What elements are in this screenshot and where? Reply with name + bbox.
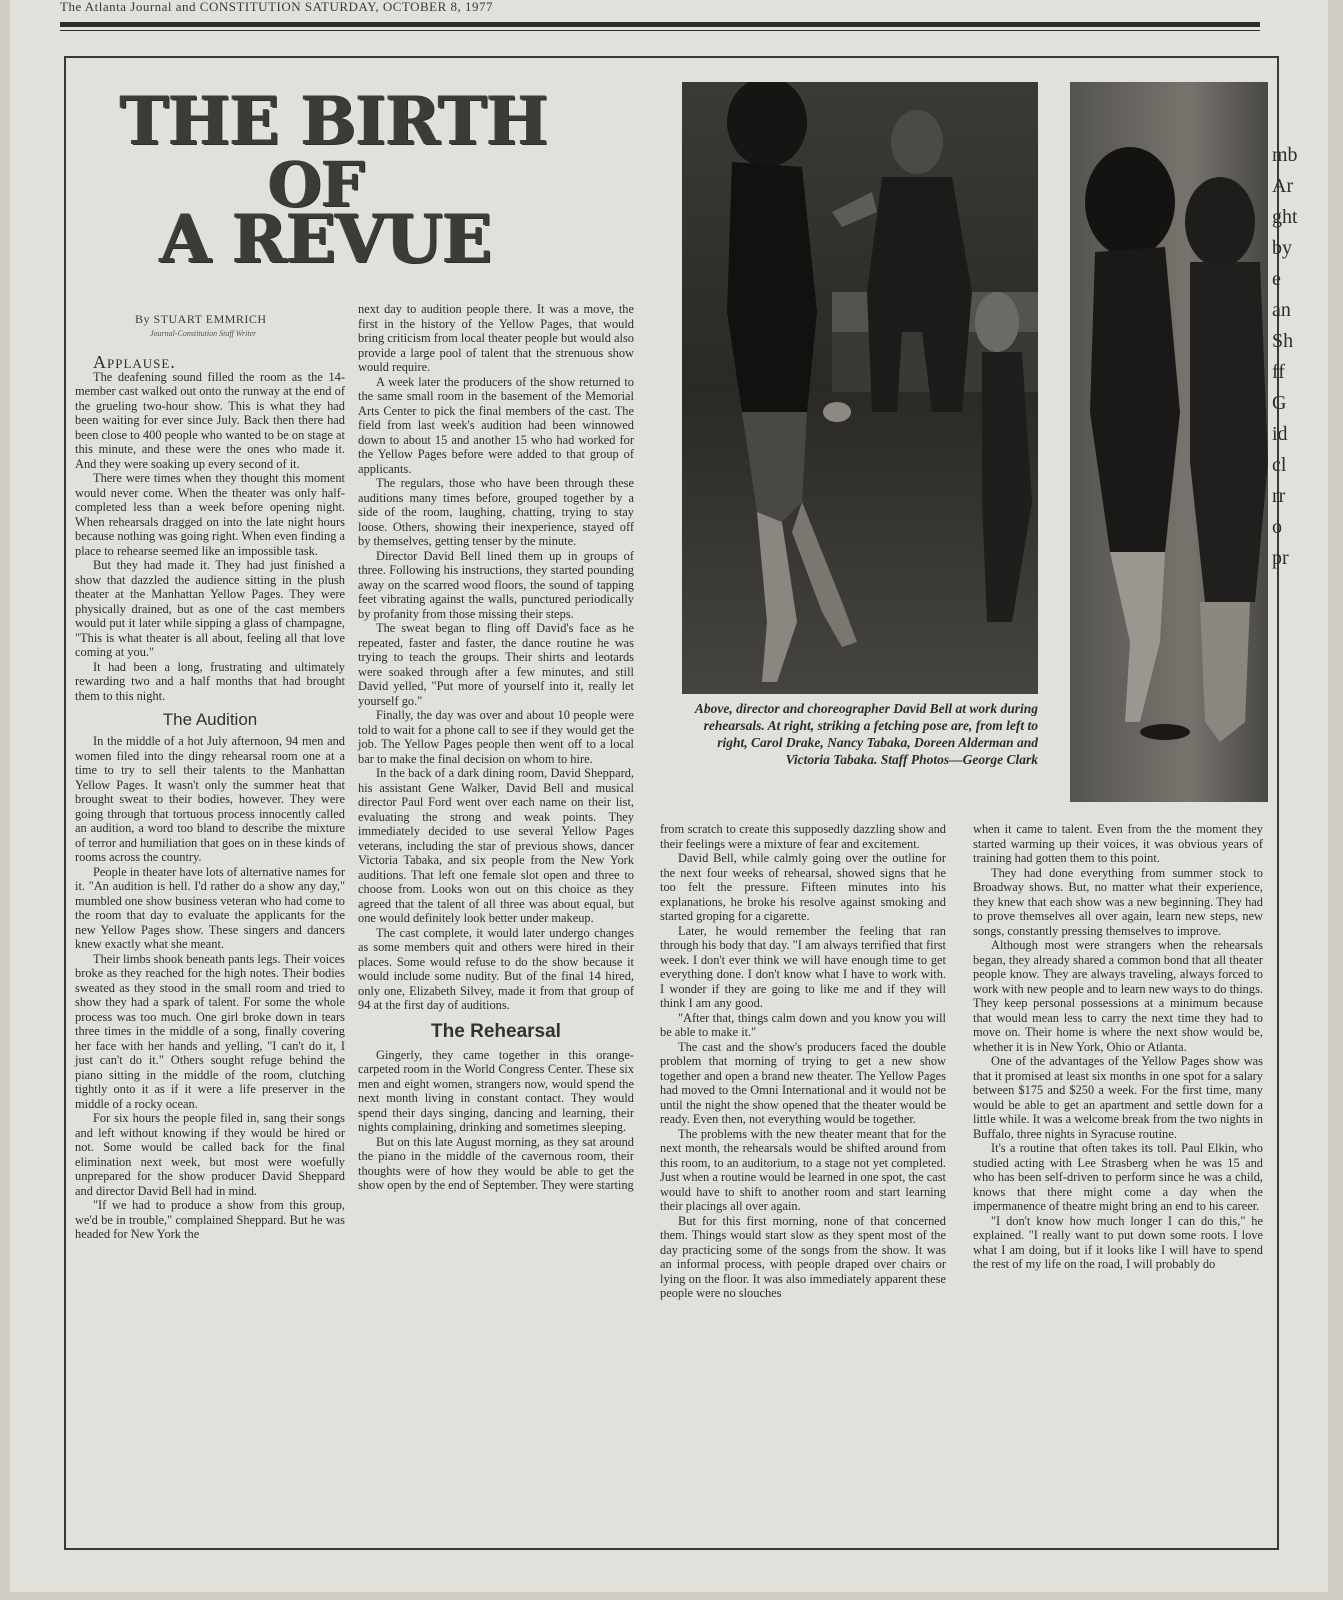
masthead-rule xyxy=(60,22,1260,27)
paragraph: The cast and the show's producers faced the double problem that morning of trying to get a new show together and open a brand new theater. The Yellow Pages had moved to the Omni International and it would not be until the night the show opened that the theater would be ready. Even then, not everything would be together. xyxy=(660,1039,946,1126)
paragraph: One of the advantages of the Yellow Pages show was that it promised at least six months in one spot for a salary between $175 and $250 a week. For the first time, many would be able to get an apartment and settle down for a little while. It was a welcome break from the two nights in Buffalo, three nights in Syracuse routine. xyxy=(973,1054,1263,1141)
paragraph: But they had made it. They had just finished a show that dazzled the audience sitting in the plush theater at the Manhattan Yellow Pages. They were physically drained, but as one of the cast members would put it later while sipping a glass of champagne, "This is what theater is all about, feeling all that love coming at you." xyxy=(75,558,345,659)
paragraph: A week later the producers of the show returned to the same small room in the basement of the Memorial Arts Center to pick the final members of the cast. The field from last week's audition had been winnowed down to about 15 and another 15 who had worked for the Yellow Pages before were added to that group of applicants. xyxy=(358,374,634,476)
paragraph: They had done everything from summer stock to Broadway shows. But, no matter what their experience, they knew that each show was a new beginning. They had to prove themselves all over again, learn new steps, new songs, constantly pressing themselves to improve. xyxy=(973,865,1263,938)
paragraph: The regulars, those who have been through these auditions many times before, grouped together by a side of the room, laughing, chatting, trying to stay loose. Others, showing their inexperience, stayed off by themselves, getting tenser by the minute. xyxy=(358,476,634,548)
paragraph: But for this first morning, none of that concerned them. Things would start slow as they spent most of the day practicing some of the songs from the show. It was an informal process, with people draped over chairs or lying on the floor. It was also immediately apparent these people were no slouches xyxy=(660,1213,946,1300)
byline-role: Journal-Constitution Staff Writer xyxy=(150,329,257,338)
photo-caption: Above, director and choreographer David Bell at work during rehearsals. At right, striking a fetching pose are, from left to right, Carol Drake, Nancy Tabaka, Doreen Alderman and Victoria Tabaka. Staff Photos—George Clark xyxy=(694,701,1038,767)
paragraph: Later, he would remember the feeling that ran through his body that day. "I am always terrified that first week. I don't ever think we will have enough time to get everything done. I don't know what I have to work with. I wonder if they are going to like me and if they will think I am any good. xyxy=(660,923,946,1010)
paragraph: Although most were strangers when the rehearsals began, they already shared a common bond that all theater people know. They are always traveling, always forced to work with new people and to learn new ways to do things. They keep personal possessions at a minimum because that would mean less to carry the next time they had to move on. Their home is where the next show would be, whether it is in New York, Ohio or Atlanta. xyxy=(973,938,1263,1054)
paragraph: It's a routine that often takes its toll. Paul Elkin, who studied acting with Lee Strasberg when he was 15 and who has been self-driven to perform since he was a child, knows that there might come a day when the impermanence of theatre might bring an end to his career. xyxy=(973,1141,1263,1213)
masthead: The Atlanta Journal and CONSTITUTION SATURDAY, OCTOBER 8, 1977 xyxy=(60,0,494,14)
paragraph: Finally, the day was over and about 10 people were told to wait for a phone call to see if they would get the job. The Yellow Pages people then went off to a local bar to make the final decision on whom to hire. xyxy=(358,708,634,766)
adjacent-column-fragment: mb Ar ght by e an Sh ff G id cl rr o pr xyxy=(1272,144,1298,569)
article-column-2 xyxy=(358,302,634,1193)
lead-word: Applause. xyxy=(93,352,176,372)
masthead-rule-thin xyxy=(60,30,1260,31)
paragraph: The deafening sound filled the room as the 14-member cast walked out onto the runway at the end of the grueling two-hour show. This is what they had been waiting for ever since July. Back then there had been close to 400 people who wanted to be on stage at this minute, and these were the ones who made it. And they were soaking up every second of it. xyxy=(75,369,345,471)
paragraph: The problems with the new theater meant that for the next month, the rehearsals would be shifted around from this room, to an auditorium, to a stage not yet completed. Just when a routine would be learned in one spot, the cast would have to shift to another room and start learning their placings all over again. xyxy=(660,1126,946,1213)
paragraph: from scratch to create this supposedly dazzling show and their feelings were a mixture of fear and excitement. xyxy=(660,822,946,851)
paragraph: next day to audition people there. It was a move, the first in the history of the Yellow Pages, that would bring criticism from local theater people but would also provide a large pool of talent that the strenuous show would require. xyxy=(358,302,634,374)
article-column-4 xyxy=(973,822,1263,1272)
cast-pose-photo xyxy=(1070,82,1268,802)
article-column-3 xyxy=(660,822,946,1301)
paragraph: Their limbs shook beneath pants legs. Their voices broke as they reached for the high notes. Their bodies sweated as they stood in the small room and tried to show they had a spark of talent. For some the whole process was too much. One girl broke down in tears three times in the middle of a song, finally covering her face with her hands and yelling, "I can't do it, I just can't do it." Others sought refuge behind the piano sitting in the middle of the room, clutching tightly onto it as if it were a life preserver in the middle of a rocky ocean. xyxy=(75,951,345,1111)
headline-line-3: A REVUE xyxy=(160,200,492,278)
paragraph: "After that, things calm down and you know you will be able to make it." xyxy=(660,1010,946,1039)
paragraph: It had been a long, frustrating and ultimately rewarding two and a half months that had brought them to this night. xyxy=(75,659,345,703)
subhead-audition: The Audition xyxy=(162,710,258,729)
rehearsal-photo xyxy=(682,82,1038,694)
paragraph: For six hours the people filed in, sang their songs and left without knowing if they would be hired or not. Some would be called back for the final elimination next week, but most were woefully unprepared for the show producer David Sheppard and director David Bell had in mind. xyxy=(75,1111,345,1198)
paragraph: People in theater have lots of alternative names for it. "An audition is hell. I'd rather do a show any day," mumbled one show business veteran who had come to the room that day to evaluate the applicants for the new Yellow Pages show. These singers and dancers knew exactly what she meant. xyxy=(75,864,345,951)
subhead-rehearsal: The Rehearsal xyxy=(431,1020,561,1042)
rehearsal-photo-image xyxy=(682,82,1038,694)
paragraph: But on this late August morning, as they sat around the piano in the middle of the cavernous room, their thoughts were of how they would be able to get the show open by the end of September. They were starting xyxy=(358,1134,634,1192)
byline: By STUART EMMRICH xyxy=(135,312,267,326)
paragraph: when it came to talent. Even from the the moment they started warming up their voices, it was obvious years of training had gotten them to this point. xyxy=(973,822,1263,865)
paragraph: In the back of a dark dining room, David Sheppard, his assistant Gene Walker, David Bell and musical director Paul Ford went over each name on their list, evaluating the strong and weak points. They immediately decided to use several Yellow Pages veterans, including the star of previous shows, dancer Victoria Tabaka, and six people from the New York auditions. That left one female slot open and three to choose from. Looks won out on this choice as they agreed that the talent of all three was about equal, but one would definitely look better under makeup. xyxy=(358,766,634,925)
paragraph: In the middle of a hot July afternoon, 94 men and women filed into the dingy rehearsal room one at a time to try to sell their talents to the Manhattan Yellow Pages. It wasn't only the summer heat that brought sweat to their bodies, however. They were going through that tortuous process innocently called an audition, a word too bland to describe the mixture of terror and humiliation that goes on in these kinds of rooms across the country. xyxy=(75,734,345,864)
paragraph: David Bell, while calmly going over the outline for the next four weeks of rehearsal, showed signs that he too felt the pressure. Fifteen minutes into his explanations, he broke his resolve against smoking and started groping for a cigarette. xyxy=(660,851,946,923)
headline-line-1: THE BIRTH xyxy=(120,82,548,160)
paragraph: "I don't know how much longer I can do this," he explained. "I really want to put down some roots. I love what I am doing, but if it looks like I will have to spend the rest of my life on the road, I will probably do xyxy=(973,1213,1263,1271)
paragraph: The sweat began to fling off David's face as he repeated, faster and faster, the dance routine he was trying to teach the groups. Their shirts and leotards were soaked through after a few minutes, and still David yelled, "Put more of yourself into it, really let yourself go." xyxy=(358,621,634,708)
paragraph: The cast complete, it would later undergo changes as some members quit and others were hired in their places. Some would refuse to do the show because it would include some nudity. But of the final 14 hired, only one, Elizabeth Silvey, made it from that group of 94 at the first day of auditions. xyxy=(358,925,634,1012)
paragraph: There were times when they thought this moment would never come. When the theater was only half-completed less than a week before opening night. When rehearsals dragged on into the late night hours because nothing was going right. When even finding a place to rehearse seemed like an impossible task. xyxy=(75,471,345,558)
paragraph: "If we had to produce a show from this group, we'd be in trouble," complained Sheppard. But he was headed for New York the xyxy=(75,1198,345,1241)
article-column-1 xyxy=(75,352,345,1242)
paragraph: Gingerly, they came together in this orange-carpeted room in the World Congress Center. These six men and eight women, strangers now, would spend the next month living in constant contact. They would spend their days singing, dancing and learning, their nights complaining, drinking and sometimes sleeping. xyxy=(358,1047,634,1134)
headline-line-2: OF xyxy=(268,148,365,221)
paragraph: Director David Bell lined them up in groups of three. Following his instructions, they started pounding away on the scarred wood floors, the sound of tapping feet vibrating against the walls, punctured periodically by profanity from those missing their steps. xyxy=(358,548,634,621)
cast-pose-photo-image xyxy=(1070,82,1268,802)
